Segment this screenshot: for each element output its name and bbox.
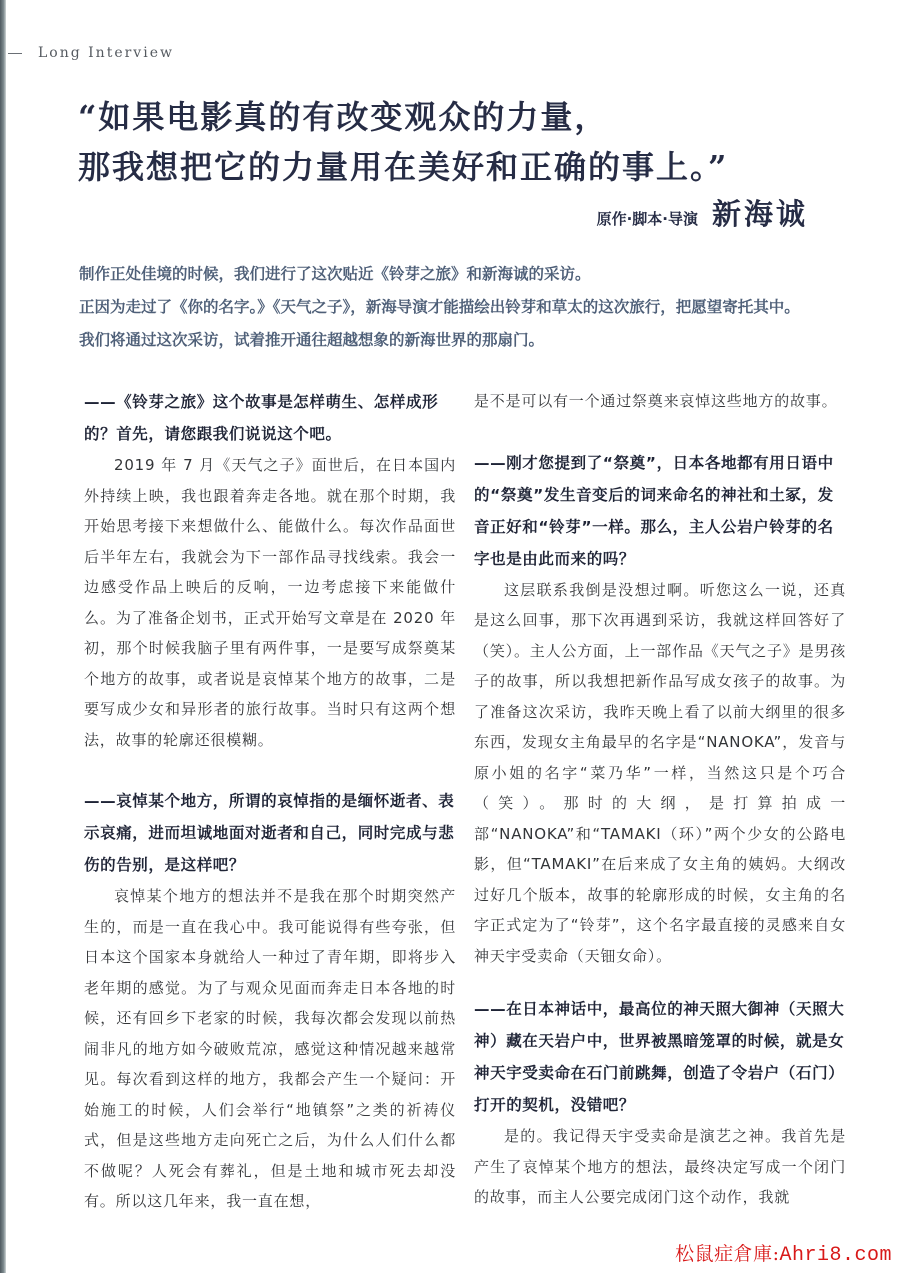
right-column [474,386,846,1213]
byline-name: 新海诚 [711,197,808,231]
headline-quote [78,92,858,192]
headline-line-2: 那我想把它的力量用在美好和正确的事上。” [78,148,729,186]
scan-edge [0,0,6,1273]
byline [597,192,808,232]
watermark-latin: Ahri8.com [779,1244,892,1267]
byline-role: 原作·脚本·导演 [596,210,698,228]
lead-line-3: 我们将通过这次采访，试着推开通往超越想象的新海世界的那扇门。 [79,331,545,349]
interview-answer-1: 2019 年 7 月《天气之子》面世后，在日本国内外持续上映，我也跟着奔走各地。就在那个时期，我开始思考接下来想做什么、能做什么。每次作品面世后半年左右，我就会为下一部作品寻找线索。我会一边感受作品上映后的反响，一边考虑接下来能做什么。为了准备企划书，正式开始写文章是在 2020 年初，那个时候我脑子里有两件事，一是要写成祭奠某个地方的故事，或者说是哀悼某个地方的故事，二是要写成少女和异形者的旅行故事。当时只有这两个想法，故事的轮廓还很模糊。 [84,456,456,749]
section-dash-icon [8,53,22,54]
interview-question-3: ——刚才您提到了“祭奠”，日本各地都有用日语中的“祭奠”发生音变后的词来命名的神社和土冢，发音正好和“铃芽”一样。那么，主人公岩户铃芽的名字也是由此而来的吗？ [474,453,834,568]
interview-answer-2-continued: 是不是可以有一个通过祭奠来哀悼这些地方的故事。 [474,392,838,410]
lead-paragraph [79,258,879,357]
spacer [474,417,846,447]
watermark [675,1239,892,1267]
interview-answer-2: 哀悼某个地方的想法并不是我在那个时期突然产生的，而是一直在我心中。我可能说得有些夸张，但日本这个国家本身就给人一种过了青年期，即将步入老年期的感觉。为了与观众见面而奔走日本各地的时候，还有回乡下老家的时候，我每次都会发现以前热闹非凡的地方如今破败荒凉，感觉这种情况越来越常见。每次看到这样的地方，我都会产生一个疑问：开始施工的时候，人们会举行“地镇祭”之类的祈祷仪式，但是这些地方走向死亡之后，为什么人们什么都不做呢？人死会有葬礼，但是土地和城市死去却没有。所以这几年来，我一直在想， [84,887,456,1210]
interview-answer-4: 是的。我记得天宇受卖命是演艺之神。我首先是产生了哀悼某个地方的想法，最终决定写成一个闭门的故事，而主人公要完成闭门这个动作，我就 [474,1127,846,1206]
lead-line-2: 正因为走过了《你的名字。》《天气之子》，新海导演才能描绘出铃芽和草太的这次旅行，把愿望寄托其中。 [79,298,800,316]
interview-answer-3: 这层联系我倒是没想过啊。听您这么一说，还真是这么回事，那下次再遇到采访，我就这样回答好了（笑）。主人公方面，上一部作品《天气之子》是男孩子的故事，所以我想把新作品写成女孩子的故事。为了准备这次采访，我昨天晚上看了以前大纲里的很多东西，发现女主角最早的名字是“NANOKA”，发音与原小姐的名字“菜乃华”一样，当然这只是个巧合（笑）。那时的大纲，是打算拍成一部“NANOKA”和“TAMAKI（环）”两个少女的公路电影，但“TAMAKI”在后来成了女主角的姨妈。大纲改过好几个版本，故事的轮廓形成的时候，女主角的名字正式定为了“铃芽”，这个名字最直接的灵感来自女神天宇受卖命（天钿女命）。 [474,580,846,965]
section-label [8,42,174,64]
interview-question-1: ——《铃芽之旅》这个故事是怎样萌生、怎样成形的？首先，请您跟我们说说这个吧。 [84,393,439,443]
headline-line-1: “如果电影真的有改变观众的力量， [78,98,609,136]
lead-line-1: 制作正处佳境的时候，我们进行了这次贴近《铃芽之旅》和新海诚的采访。 [79,265,591,283]
interview-question-2: ——哀悼某个地方，所谓的哀悼指的是缅怀逝者、表示哀痛，进而坦诚地面对逝者和自己，同时完成与悲伤的告别，是这样吧？ [84,792,455,874]
spacer [474,971,846,993]
left-column [84,386,456,1217]
section-label-text: Long Interview [38,45,174,61]
spacer [84,755,456,785]
interview-question-4: ——在日本神话中，最高位的神天照大御神（天照大神）藏在天岩户中，世界被黑暗笼罩的时候，就是女神天宇受卖命在石门前跳舞，创造了令岩户（石门）打开的契机，没错吧？ [474,1000,845,1114]
watermark-cjk: 松鼠症倉庫: [675,1243,780,1265]
